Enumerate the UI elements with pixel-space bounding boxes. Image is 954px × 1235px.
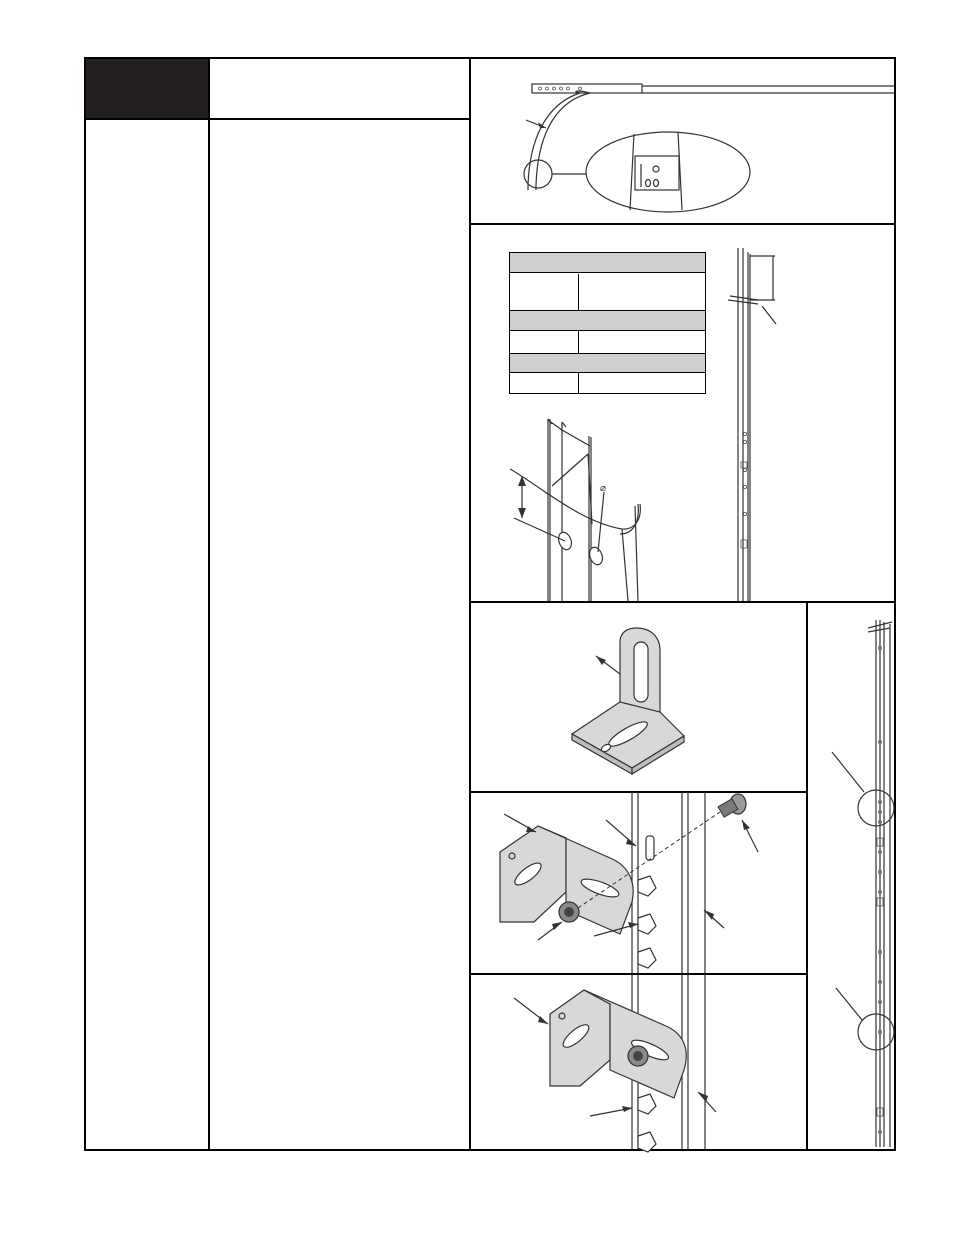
step-number-box [86, 59, 208, 118]
track-profile-dimension [470, 224, 896, 601]
column-divider-left [208, 59, 210, 1149]
header-divider [86, 118, 470, 120]
bracket-part-illustration [470, 602, 807, 791]
svg-text:⌀: ⌀ [600, 483, 607, 494]
bracket-installed-illustration [470, 974, 807, 1149]
bracket-assembly-illustration [470, 792, 807, 973]
vertical-track-overview [808, 602, 896, 1149]
track-rail-illustration [470, 60, 896, 223]
